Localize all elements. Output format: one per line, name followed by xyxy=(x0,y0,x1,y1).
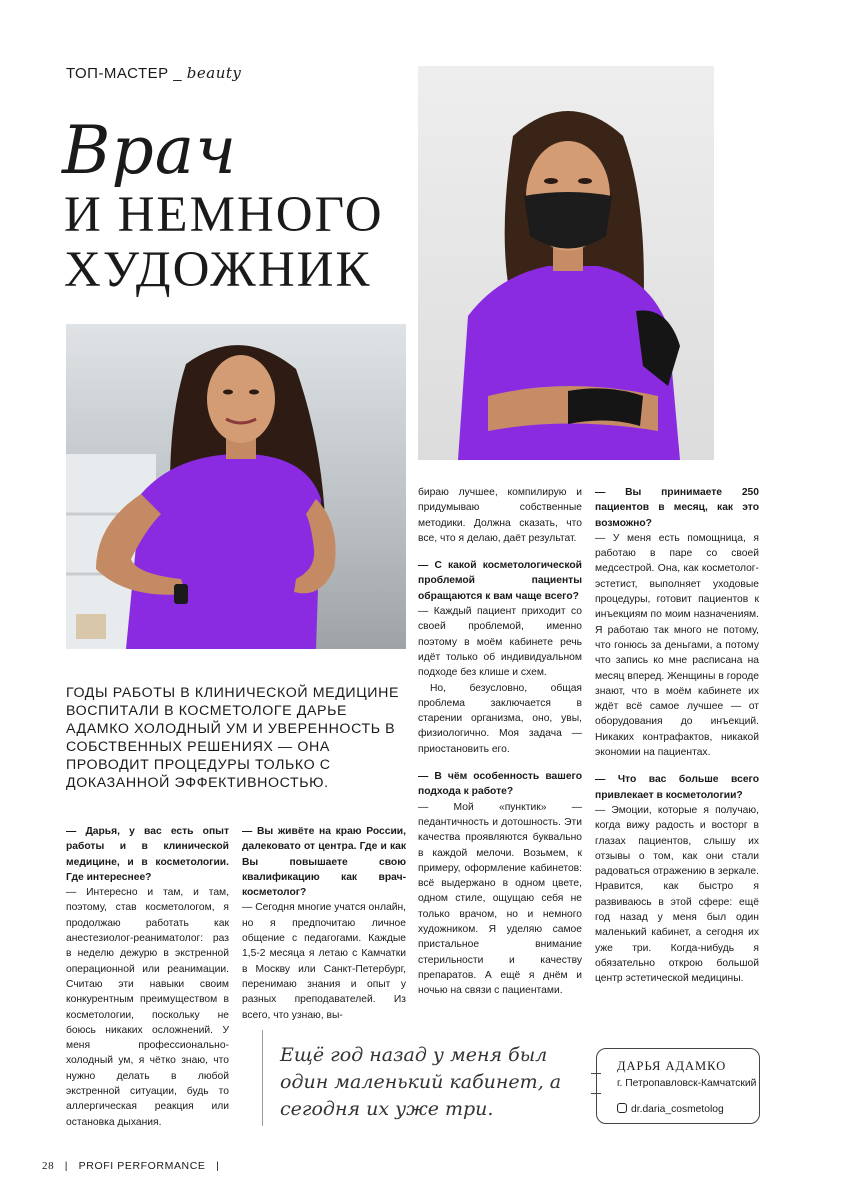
magazine-brand: PROFI PERFORMANCE xyxy=(78,1160,206,1172)
question-6: — Что вас больше всего привлекает в косметологии? xyxy=(595,774,759,801)
answer-5: — У меня есть помощница, я работаю в паре со своей медсестрой. Она, как косметолог-эстетист, выполняет уходовые процедуры, готовит пациентов к инъекциям по моим назначениям. Я работаю так много не потому, что гонюсь за деньгами, а потому что запись ко мне расписана на месяц вперед. Женщины в городе знают, что в моём кабинете их ждёт всё самое лучшее — от оборудования до инъекций. Никаких контрафактов, никакой экономии на пациентах. xyxy=(595,532,759,759)
question-5: — Вы принимаете 250 пациентов в месяц, как это возможно? xyxy=(595,487,759,529)
answer-2-continued: бираю лучшее, компилирую и придумываю собственные методики. Должна сказать, что все, что я делаю, даёт результат. xyxy=(418,487,582,544)
article-column-1 xyxy=(66,824,229,1130)
contact-name: ДАРЬЯ АДАМКО xyxy=(617,1059,727,1073)
question-1: — Дарья, у вас есть опыт работы и в клинической медицине, и в косметологии. Где интереснее? xyxy=(66,826,229,883)
question-3: — С какой косметологической проблемой пациенты обращаются к вам чаще всего? xyxy=(418,560,582,602)
footer-separator: | xyxy=(64,1160,69,1172)
portrait-illustration xyxy=(418,66,714,460)
title-script: Врач xyxy=(62,112,238,189)
section-kicker xyxy=(66,64,241,82)
page-number: 28 xyxy=(42,1160,55,1172)
answer-4: — Мой «пунктик» — педантичность и дотошность. Эти качества проявляются буквально в каждой мелочи. Возьмем, к примеру, оформление кабинетов: всё выдержано в одном цвете, одном стиле, ощущаю себя не только врачом, но и немного художником. Я уделяю самое пристальное внимание стерильности и качеству препаратов. А ещё я днём и ночью на связи с пациентами. xyxy=(418,801,582,997)
title-line-1: И НЕМНОГО xyxy=(64,187,384,243)
article-column-3 xyxy=(418,485,582,999)
contact-city: г. Петропавловск-Камчатский xyxy=(617,1078,757,1089)
article-column-4 xyxy=(595,485,759,987)
card-tick xyxy=(591,1073,601,1074)
answer-1: — Интересно и там, и там, поэтому, став косметологом, я продолжаю работать как анестезиолог-реаниматолог: раз в неделю дежурю в экстренной операционной или реанимации. Считаю эти навыки своим конкурентным преимуществом в косметологии, поскольку не боюсь никаких осложнений. У меня профессионально-холодный ум, я чётко знаю, что нужно делать в любой экстренной ситуации, будь то аллергическая реакция или остановка дыхания. xyxy=(66,887,229,1128)
answer-3-continued: Но, безусловно, общая проблема заключается в старении организма, оно, увы, физиологично. Моя задача — приостановить его. xyxy=(418,682,582,755)
contact-instagram[interactable] xyxy=(617,1103,724,1115)
answer-6: — Эмоции, которые я получаю, когда вижу радость и восторг в глазах пациентов, слышу их отзывы о том, как они стали радоваться отражению в зеркале. Нравится, как быстро я развиваюсь в этой сфере: ещё год назад у меня был один маленький кабинет, а сегодня их уже три. Когда-нибудь я обязательно открою большой центр эстетической медицины. xyxy=(595,804,759,985)
kicker-script: beauty xyxy=(186,64,242,82)
page-title xyxy=(64,188,384,298)
article-column-2 xyxy=(242,824,406,1023)
question-4: — В чём особенность вашего подхода к работе? xyxy=(418,771,582,798)
pull-quote: Ещё год назад у меня был один маленький кабинет, а сегодня их уже три. xyxy=(280,1044,562,1120)
instagram-handle[interactable]: dr.daria_cosmetolog xyxy=(631,1104,724,1115)
title-line-2: ХУДОЖНИК xyxy=(64,242,372,298)
portrait-photo-masked xyxy=(418,66,714,460)
footer-separator: | xyxy=(216,1160,220,1172)
portrait-illustration xyxy=(66,324,406,649)
page-footer xyxy=(42,1160,219,1172)
question-2: — Вы живёте на краю России, далековато от центра. Где и как Вы повышаете свою квалификацию как врач-косметолог? xyxy=(242,826,406,899)
answer-2: — Сегодня многие учатся онлайн, но я предпочитаю личное общение с педагогами. Каждые 1,5-2 месяца я летаю с Камчатки в Москву или Санкт-Петербург, перенимаю знания и опыт у разных преподавателей. Из всего, что узнаю, вы- xyxy=(242,902,406,1021)
card-tick xyxy=(591,1093,601,1094)
answer-3: — Каждый пациент приходит со своей проблемой, именно поэтому в моём кабинете речь идёт только об индивидуальном подходе без клише и схем. xyxy=(418,606,582,679)
contact-card xyxy=(596,1048,760,1124)
lead-paragraph: ГОДЫ РАБОТЫ В КЛИНИЧЕСКОЙ МЕДИЦИНЕ ВОСПИТАЛИ В КОСМЕТОЛОГЕ ДАРЬЕ АДАМКО ХОЛОДНЫЙ УМ И УВЕРЕННОСТЬ В СОБСТВЕННЫХ РЕШЕНИЯХ — ОНА ПРОВОДИТ ПРОЦЕДУРЫ ТОЛЬКО С ДОКАЗАННОЙ ЭФФЕКТИВНОСТЬЮ. xyxy=(66,685,400,791)
portrait-photo-smiling xyxy=(66,324,406,649)
instagram-icon xyxy=(617,1103,627,1113)
quote-divider xyxy=(262,1030,263,1126)
kicker-label: ТОП-МАСТЕР _ xyxy=(66,65,183,82)
